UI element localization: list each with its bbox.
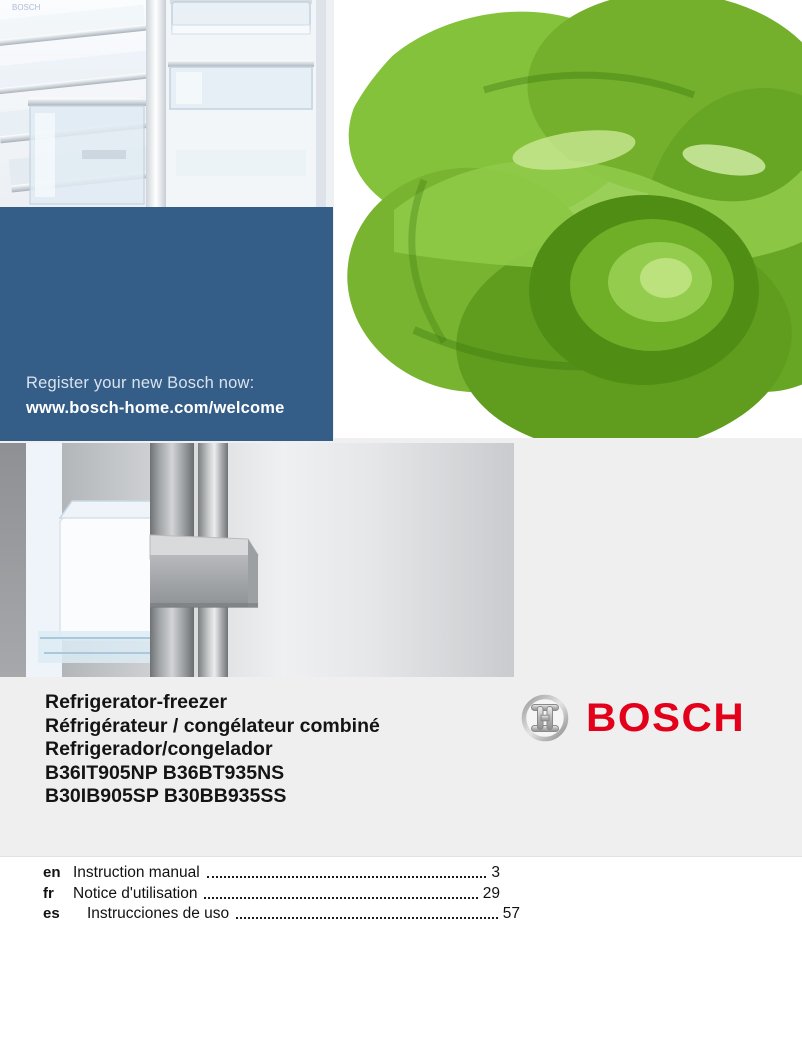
toc-dot-leader bbox=[207, 876, 487, 878]
model-numbers-line-2: B30IB905SP B30BB935SS bbox=[45, 785, 287, 807]
bosch-anchor-emblem-icon bbox=[521, 694, 569, 742]
fridge-interior-photo bbox=[0, 0, 333, 207]
toc-page-number: 29 bbox=[482, 884, 500, 902]
table-of-contents bbox=[0, 856, 802, 1037]
toc-row-es bbox=[43, 903, 520, 924]
toc-page-number: 3 bbox=[491, 863, 500, 881]
register-prompt: Register your new Bosch now: bbox=[26, 374, 255, 392]
title-line-fr: Réfrigérateur / congélateur combiné bbox=[45, 714, 380, 737]
toc-lang-code: en bbox=[43, 863, 61, 881]
register-banner bbox=[0, 207, 333, 441]
toc-lang-code: es bbox=[43, 905, 60, 923]
fridge-interior-illustration bbox=[0, 0, 333, 207]
title-line-es: Refrigerador/congelador bbox=[45, 738, 273, 760]
toc-label: Notice d'utilisation bbox=[73, 884, 198, 902]
bosch-logo bbox=[521, 694, 745, 742]
toc-label: Instruction manual bbox=[73, 863, 200, 881]
photo-bosch-watermark: BOSCH bbox=[12, 3, 41, 12]
title-line-en: Refrigerator-freezer bbox=[45, 691, 228, 713]
model-numbers-line-1: B36IT905NP B36BT935NS bbox=[45, 761, 285, 784]
toc-dot-leader bbox=[236, 917, 498, 919]
toc-row-en bbox=[43, 861, 500, 882]
lettuce-photo bbox=[334, 0, 802, 438]
register-url: www.bosch-home.com/welcome bbox=[26, 399, 285, 417]
door-handle-illustration bbox=[0, 443, 514, 677]
toc-row-fr bbox=[43, 882, 500, 903]
toc-lang-code: fr bbox=[43, 884, 54, 902]
toc-dot-leader bbox=[204, 897, 477, 899]
lettuce-illustration bbox=[334, 0, 802, 438]
product-title-block bbox=[45, 691, 380, 809]
toc-page-number: 57 bbox=[502, 905, 520, 923]
bosch-wordmark: BOSCH bbox=[586, 695, 746, 740]
door-handle-photo bbox=[0, 443, 514, 677]
toc-label: Instrucciones de uso bbox=[87, 905, 230, 923]
